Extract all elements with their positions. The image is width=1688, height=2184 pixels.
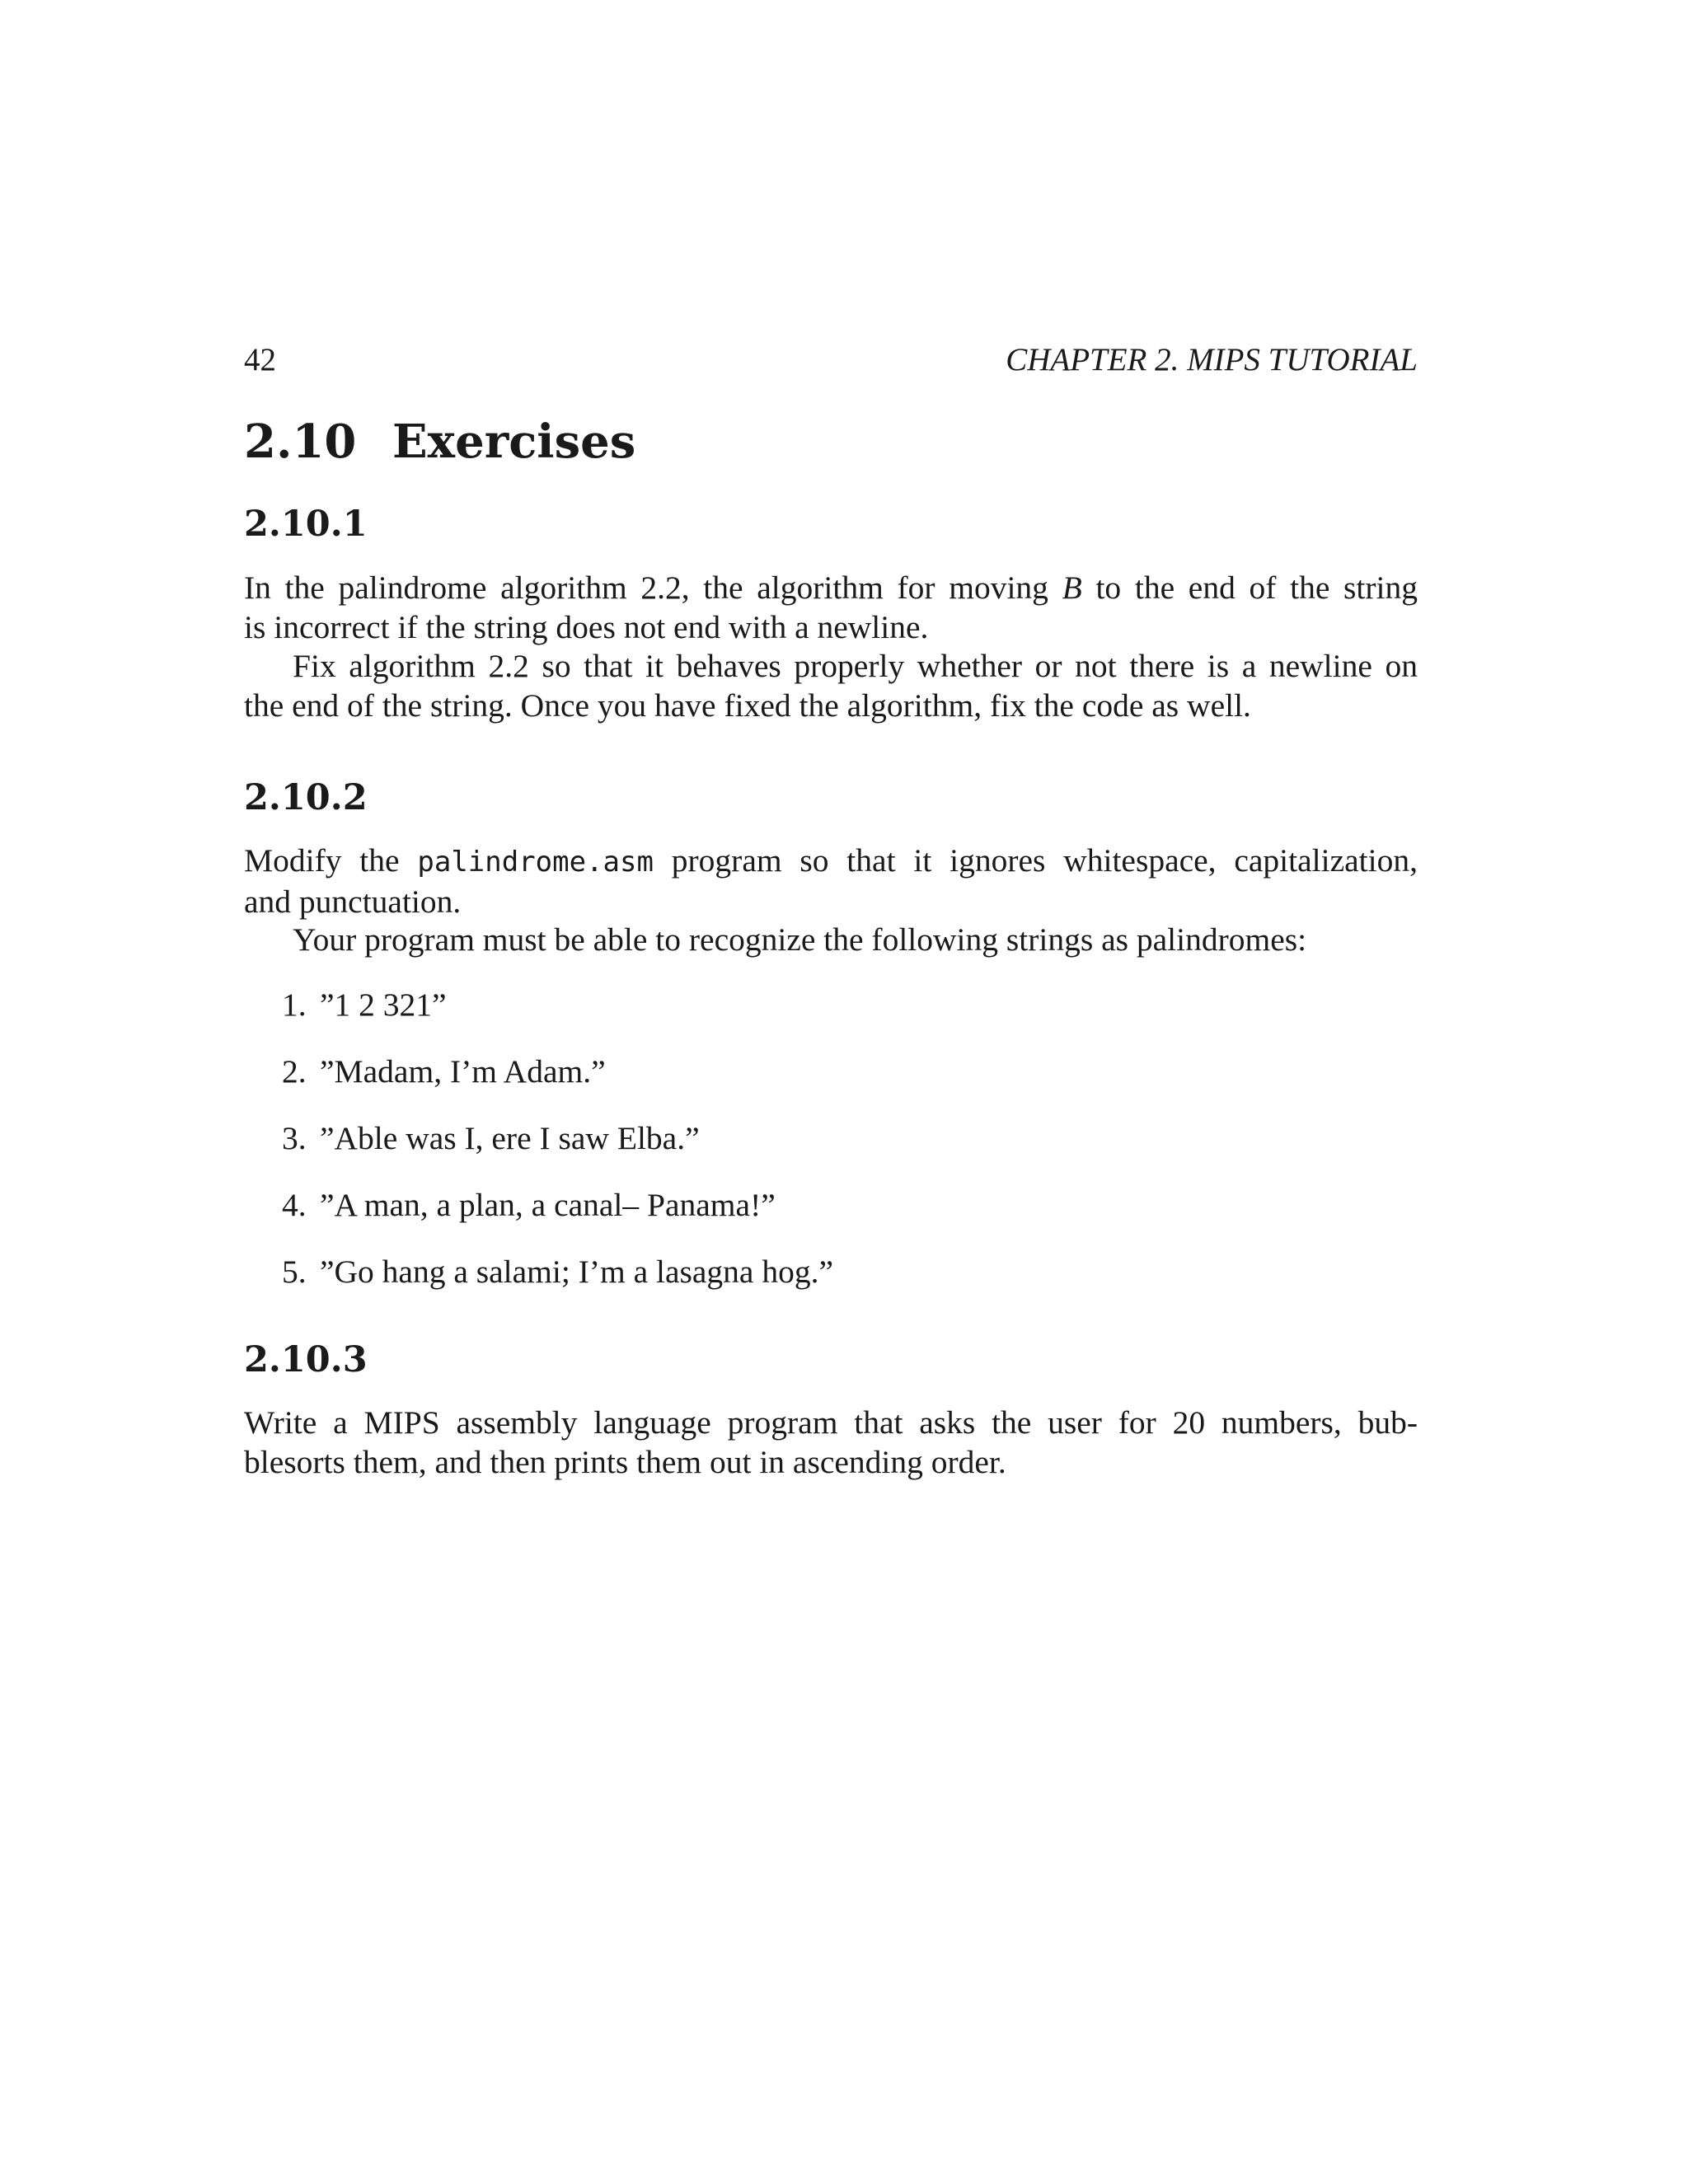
sub1-p1-line-1: [244, 569, 1418, 608]
sub2-p1-line-2: and punctuation.: [244, 883, 462, 920]
sub1-paragraph-1: [244, 569, 1418, 647]
list-item: [282, 986, 447, 1025]
sub1-p2-line-2: the end of the string. Once you have fixed the algorithm, fix the code as well.: [244, 687, 1251, 724]
sub1-paragraph-2: [244, 647, 1418, 725]
list-item-text: ”A man, a plan, a canal– Panama!”: [320, 1187, 776, 1223]
sub2-paragraph-1: [244, 841, 1418, 921]
sub3-p1-line-1: Write a MIPS assembly language program that asks the user for 20 numbers, bub-: [244, 1404, 1418, 1441]
list-item-text: ”Go hang a salami; I’m a lasagna hog.”: [320, 1254, 833, 1290]
running-header: [244, 340, 1418, 381]
sub1-p1-line-2: is incorrect if the string does not end with a newline.: [244, 608, 929, 645]
list-marker: 5.: [282, 1254, 307, 1290]
list-item: [282, 1052, 606, 1092]
chapter-title: CHAPTER 2. MIPS TUTORIAL: [1006, 342, 1418, 377]
sub2-p1-text-b: program so that it ignores whitespace, capitalization,: [653, 842, 1418, 879]
code-filename: palindrome.asm: [417, 846, 654, 879]
subsection-heading-1: 2.10.1: [244, 504, 368, 545]
sub3-paragraph-1: [244, 1404, 1418, 1482]
sub1-p2-line-1: [244, 647, 1418, 687]
sub1-p2-text: Fix algorithm 2.2 so that it behaves properly whether or not there is a newline on: [293, 648, 1418, 684]
sub2-p2-text: Your program must be able to recognize the following strings as palindromes:: [293, 921, 1307, 958]
section-heading: [244, 410, 635, 473]
section-title: Exercises: [392, 415, 636, 469]
subsection-heading-3: 2.10.3: [244, 1339, 368, 1380]
sub1-p1-text-a: In the palindrome algorithm 2.2, the algorithm for moving: [244, 569, 1062, 606]
sub2-p1-text-a: Modify the: [244, 842, 418, 879]
list-item: [282, 1119, 700, 1159]
list-item: [282, 1253, 833, 1292]
list-item-text: ”Madam, I’m Adam.”: [320, 1053, 606, 1090]
list-item: [282, 1186, 776, 1226]
list-item-text: ”Able was I, ere I saw Elba.”: [320, 1120, 700, 1156]
list-marker: 1.: [282, 987, 307, 1023]
list-marker: 4.: [282, 1187, 307, 1223]
sub3-p1-line-2: blesorts them, and then prints them out in ascending order.: [244, 1443, 1006, 1480]
page-number: 42: [244, 342, 276, 377]
sub2-p2-line-1: [244, 921, 1418, 960]
sub2-p1-line-1: [244, 841, 1418, 883]
list-item-text: ”1 2 321”: [320, 987, 447, 1023]
list-marker: 3.: [282, 1120, 307, 1156]
subsection-heading-2: 2.10.2: [244, 777, 368, 818]
variable-b: B: [1062, 569, 1082, 606]
list-marker: 2.: [282, 1053, 307, 1090]
section-number: 2.10: [244, 415, 357, 469]
sub2-paragraph-2: [244, 921, 1418, 960]
sub1-p1-text-b: to the end of the string: [1081, 569, 1418, 606]
